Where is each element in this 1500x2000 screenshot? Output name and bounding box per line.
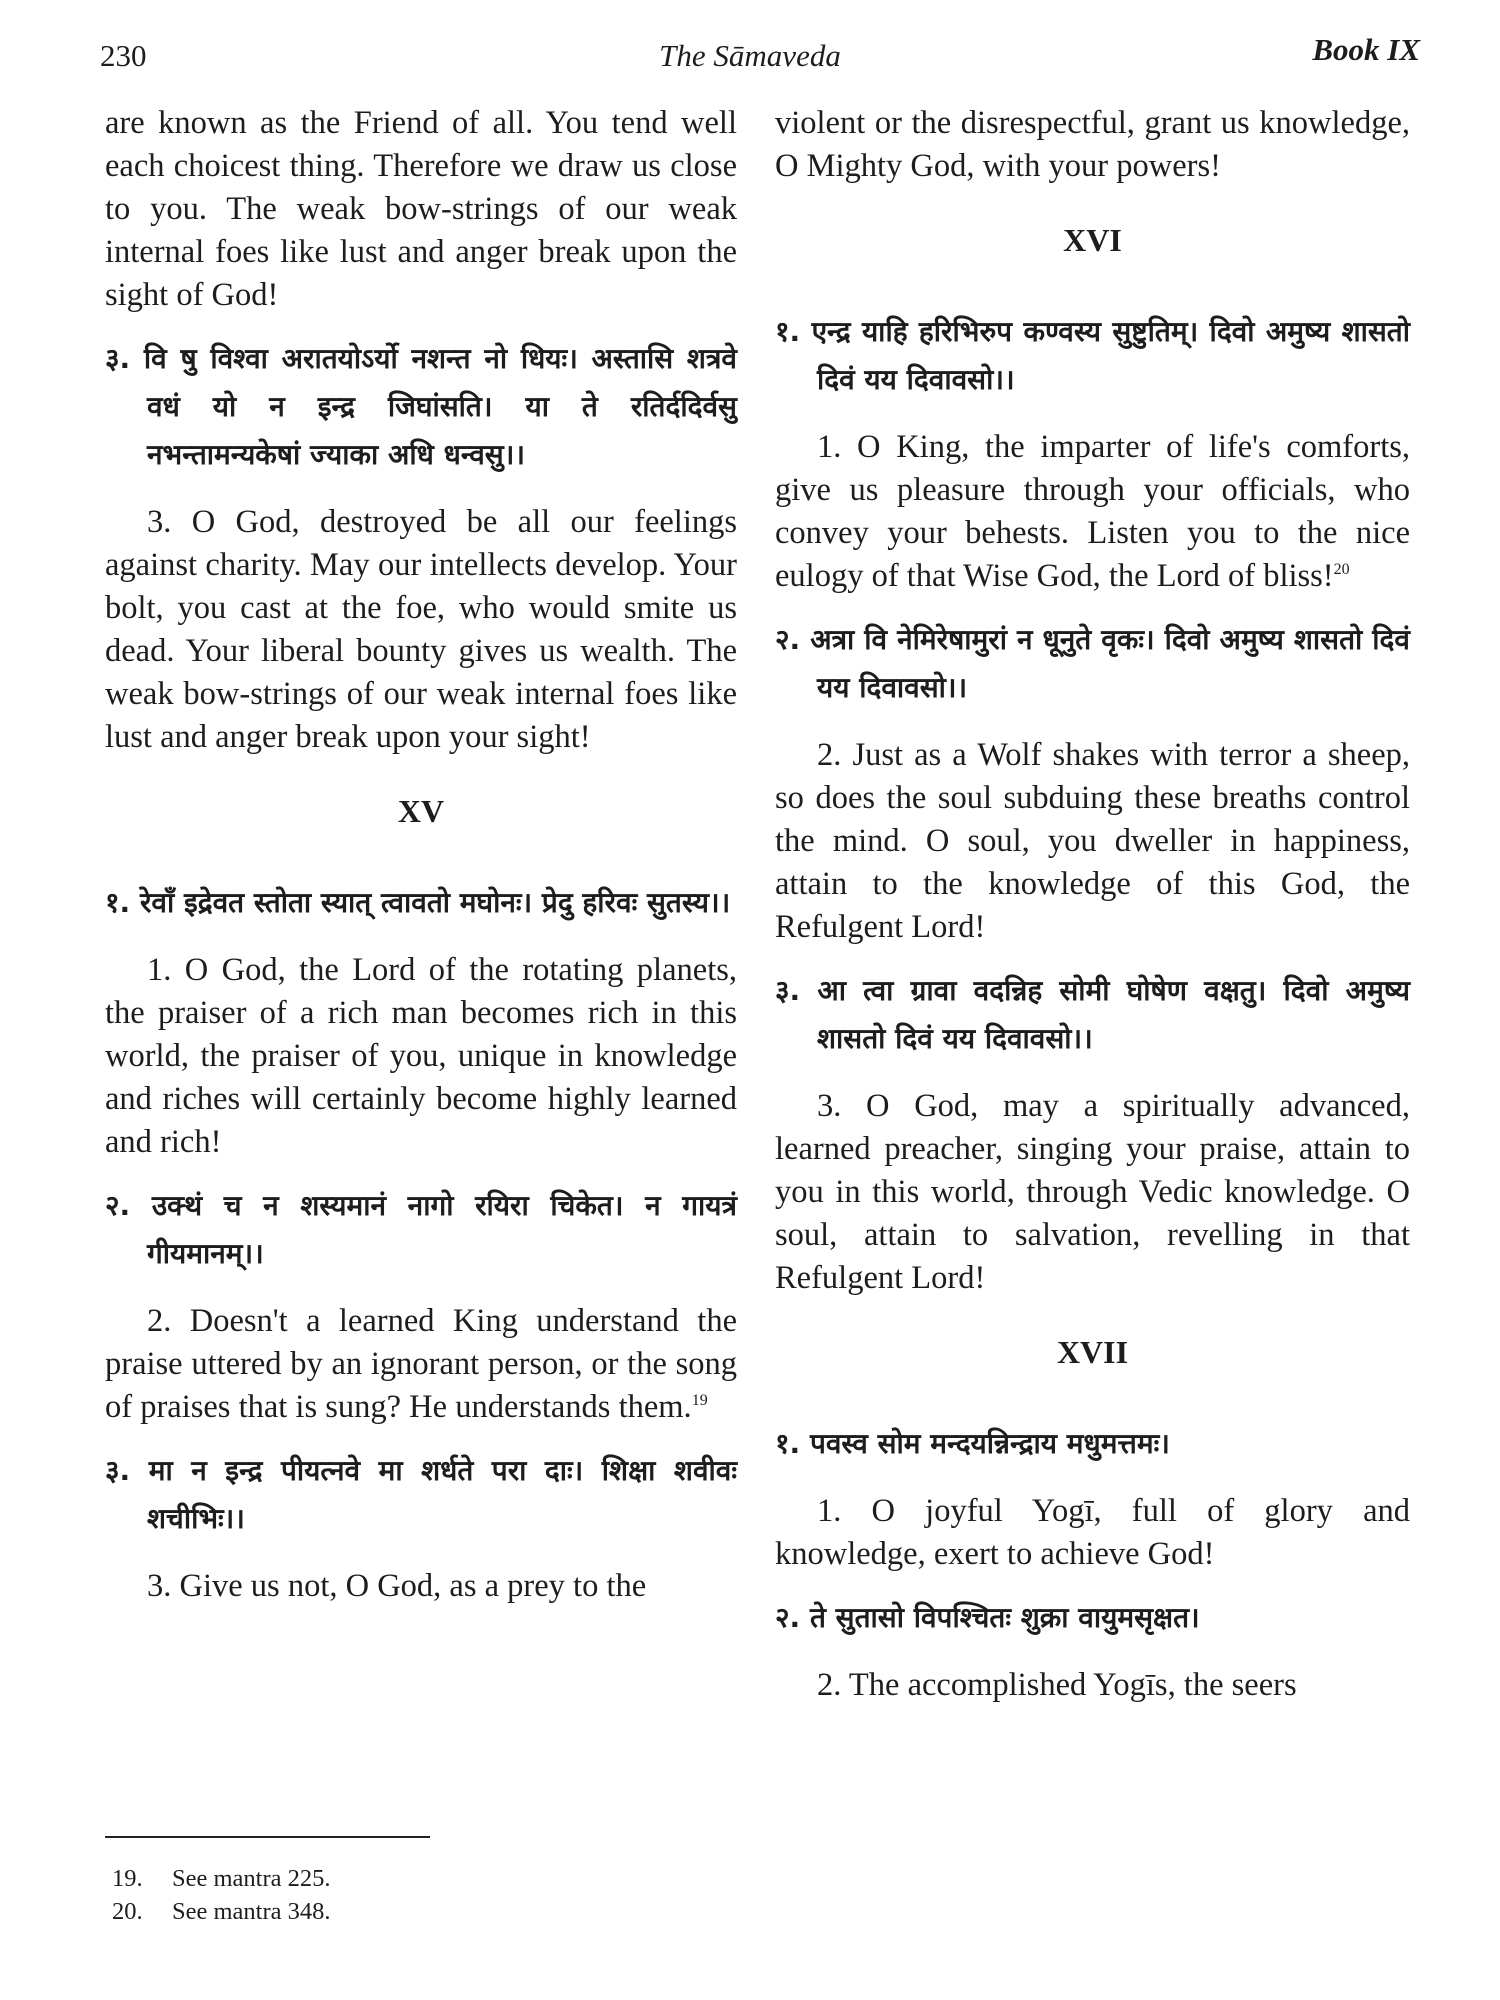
sanskrit-verse: २. उक्थं च न शस्यमानं नागो रयिरा चिकेत। न गायत्रं गीयमानम्।। [105, 1189, 737, 1270]
translation-text: 1. O King, the imparter of life's comforts, give us pleasure through your officials, who convey your behests. Listen you to the nice eulogy of that Wise God, the Lord of bliss! [775, 429, 1410, 594]
footnote-item [112, 1895, 712, 1928]
sanskrit-verse: ३. मा न इन्द्र पीयत्नवे मा शर्धते परा दाः। शिक्षा शवीवः शचीभिः।। [105, 1454, 737, 1535]
sanskrit-verse: ३. आ त्वा ग्रावा वदन्निह सोमी घोषेण वक्षतु। दिवो अमुष्य शासतो दिवं यय दिवावसो।। [775, 974, 1410, 1055]
page-number: 230 [100, 38, 147, 73]
section-heading-xvi: XVI [1063, 222, 1122, 258]
footnotes [112, 1862, 712, 1928]
verse-translation: 3. Give us not, O God, as a prey to the [147, 1568, 647, 1604]
left-column [105, 102, 737, 1626]
sanskrit-verse: १. एन्द्र याहि हरिभिरुप कण्वस्य सुष्टुतिम्। दिवो अमुष्य शासतो दिवं यय दिवावसो।। [775, 315, 1410, 396]
footnote-marker[interactable]: 20 [1333, 561, 1350, 578]
verse-translation: 3. O God, may a spiritually advanced, learned preacher, singing your praise, attain to you in this world, through Vedic knowledge. O soul, attain to salvation, revelling in that Refulgent Lord! [775, 1088, 1410, 1296]
verse-translation [105, 1300, 737, 1429]
section-heading-xvii: XVII [1056, 1334, 1129, 1370]
continued-paragraph: are known as the Friend of all. You tend well each choicest thing. Therefore we draw us close to you. The weak bow-strings of our weak internal foes like lust and anger break upon the sight of God! [105, 105, 737, 313]
book-label: Book IX [1312, 32, 1420, 67]
verse-translation [775, 426, 1410, 598]
right-column [775, 102, 1410, 1725]
verse-translation: 1. O God, the Lord of the rotating planets, the praiser of a rich man becomes rich in this world, the praiser of you, unique in knowledge and riches will certainly become highly learned and rich! [105, 952, 737, 1160]
verse-translation: 1. O joyful Yogī, full of glory and knowledge, exert to achieve God! [775, 1493, 1410, 1572]
sanskrit-verse: ३. वि षु विश्वा अरातयोऽर्यो नशन्त नो धियः। अस्तासि शत्रवे वधं यो न इन्द्र जिघांसति। या ते रतिर्ददिर्वसु नभन्तामन्यकेषां ज्याका अधि धन्वसु।। [105, 342, 737, 471]
sanskrit-verse: १. रेवाँ इद्रेवत स्तोता स्यात् त्वावतो मघोनः। प्रेदु हरिवः सुतस्य।। [105, 886, 731, 919]
footnote-divider [105, 1836, 430, 1838]
sanskrit-verse: १. पवस्व सोम मन्दयन्निन्द्राय मधुमत्तमः। [775, 1427, 1170, 1460]
verse-translation: 3. O God, destroyed be all our feelings against charity. May our intellects develop. Your bolt, you cast at the foe, who would smite us dead. Your liberal bounty gives us wealth. The weak bow-strings of our weak internal foes like lust and anger break upon your sight! [105, 504, 737, 755]
continued-paragraph: violent or the disrespectful, grant us knowledge, O Mighty God, with your powers! [775, 105, 1410, 184]
verse-translation: 2. Just as a Wolf shakes with terror a sheep, so does the soul subduing these breaths control the mind. O soul, you dweller in happiness, attain to the knowledge of this God, the Refulgent Lord! [775, 737, 1410, 945]
footnote-text: See mantra 348. [172, 1898, 331, 1925]
running-title: The Sāmaveda [659, 38, 841, 73]
verse-translation: 2. The accomplished Yogīs, the seers [817, 1667, 1297, 1703]
footnote-text: See mantra 225. [172, 1865, 331, 1892]
footnote-number: 20. [112, 1898, 143, 1925]
footnote-item [112, 1862, 712, 1895]
page-header [0, 32, 1500, 78]
sanskrit-verse: २. अत्रा वि नेमिरेषामुरां न धूनुते वृकः। दिवो अमुष्य शासतो दिवं यय दिवावसो।। [775, 623, 1410, 704]
sanskrit-verse: २. ते सुतासो विपश्चितः शुक्रा वायुमसृक्षत। [775, 1601, 1200, 1634]
translation-text: 2. Doesn't a learned King understand the praise uttered by an ignorant person, or the song of praises that is sung? He understands them. [105, 1303, 737, 1425]
section-heading-xv: XV [397, 793, 445, 829]
footnote-marker[interactable]: 19 [691, 1392, 708, 1409]
footnote-number: 19. [112, 1865, 143, 1892]
